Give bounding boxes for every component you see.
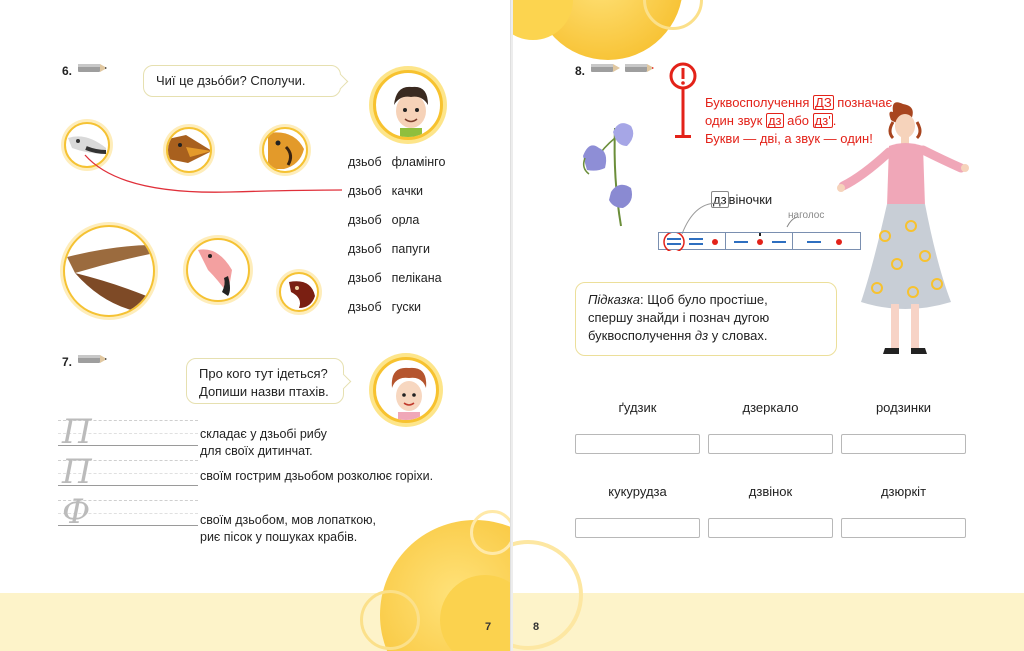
letter-combination-tag: ДЗ <box>815 95 832 110</box>
page-number: 7 <box>485 621 492 633</box>
page-number: 8 <box>533 621 540 633</box>
word-noun: дзьоб <box>348 271 382 285</box>
bellflower-icon <box>575 118 655 228</box>
scheme-cell <box>726 233 793 249</box>
cursive-letter: Ф <box>62 492 91 532</box>
answer-box[interactable] <box>841 518 966 538</box>
boy-face-icon <box>376 73 443 140</box>
word-owner: фламінго <box>391 155 446 169</box>
tip-box <box>575 282 837 356</box>
arc-mark-icon <box>676 200 726 236</box>
exercise-word: родзинки <box>875 400 932 415</box>
flamingo-beak-icon <box>188 240 250 302</box>
task-6-speech-bubble: Чиї це дзьо́би? Сполучи. <box>143 65 341 97</box>
exclamation-sign-icon <box>669 62 697 142</box>
answer-box[interactable] <box>575 518 700 538</box>
teacher-illustration-icon <box>833 96 983 362</box>
row-text-line: своїм гострим дзьобом розколює горіхи. <box>200 469 434 483</box>
task-7-number: 7. <box>62 355 73 369</box>
word-owner: качки <box>391 184 424 198</box>
pencil-icon <box>625 63 655 73</box>
stress-mark-icon <box>785 215 799 229</box>
right-footer-band <box>513 593 1024 651</box>
row-text-line: складає у дзьобі рибу <box>200 427 327 441</box>
pencil-icon <box>78 63 108 73</box>
decor-circle <box>360 590 420 650</box>
word-owner: орла <box>391 213 420 227</box>
stress-label: наголос <box>788 210 825 221</box>
example-tag: дз <box>713 192 727 207</box>
rule-text-part: або <box>783 113 813 128</box>
word-noun: дзьоб <box>348 155 382 169</box>
girl-face-icon <box>376 360 439 423</box>
word-row[interactable] <box>348 155 445 169</box>
pencil-icon <box>591 63 621 73</box>
tip-text-part: буквосполучення <box>588 328 695 343</box>
rule-text-part: . <box>832 113 837 128</box>
word-owner: папуги <box>391 242 430 256</box>
tip-text-part: : Щоб було простіше, <box>640 292 768 307</box>
answer-box[interactable] <box>708 518 833 538</box>
word-row[interactable] <box>348 300 421 314</box>
task-8-number: 8. <box>575 64 586 78</box>
connecting-line <box>80 150 350 200</box>
scheme-cell <box>659 233 726 249</box>
beak-picture-parrot[interactable] <box>279 272 319 312</box>
exercise-word: дзвінок <box>748 484 793 499</box>
parrot-beak-icon <box>281 274 319 312</box>
row-text <box>200 512 376 546</box>
boy-avatar <box>373 70 443 140</box>
word-noun: дзьоб <box>348 242 382 256</box>
rule-text-part: позначає <box>833 95 893 110</box>
example-rest: віночки <box>728 192 773 207</box>
word-owner: пелікана <box>391 271 442 285</box>
word-row[interactable] <box>348 184 423 198</box>
tip-text-part: дз <box>694 328 709 343</box>
answer-box[interactable] <box>708 434 833 454</box>
rule-text-part: один звук <box>705 113 766 128</box>
right-page <box>513 0 1024 651</box>
tip-line <box>588 327 824 345</box>
word-noun: дзьоб <box>348 213 382 227</box>
sound-tag: дз <box>767 113 782 128</box>
answer-box[interactable] <box>575 434 700 454</box>
word-row[interactable] <box>348 271 442 285</box>
girl-avatar <box>373 357 439 423</box>
cursive-letter: П <box>62 452 92 492</box>
scheme-symbols-icon <box>726 233 793 251</box>
decor-circle <box>470 510 511 555</box>
tip-line: спершу знайди і познач дугою <box>588 310 770 325</box>
tip-text-part: у словах. <box>708 328 768 343</box>
row-text-line: для своїх дитинчат. <box>200 444 313 458</box>
sound-tag: дз' <box>814 113 831 128</box>
row-text-line: своїм дзьобом, мов лопаткою, <box>200 513 377 527</box>
pelican-beak-icon <box>65 227 155 317</box>
exercise-word: ґудзик <box>618 400 657 415</box>
word-row[interactable] <box>348 213 419 227</box>
tip-line <box>588 291 824 309</box>
exercise-word: дзеркало <box>742 400 799 415</box>
bubble-line: Про кого тут ідеться? <box>199 366 328 381</box>
left-page <box>0 0 511 651</box>
rule-line: Букви — дві, а звук — один! <box>705 131 873 146</box>
word-row[interactable] <box>348 242 430 256</box>
scheme-symbols-icon <box>659 233 726 251</box>
word-noun: дзьоб <box>348 184 382 198</box>
word-owner: гуски <box>391 300 422 314</box>
row-text-line: риє пісок у пошуках крабів. <box>200 530 358 544</box>
cursive-letter: П <box>62 412 92 452</box>
sound-scheme <box>658 232 861 250</box>
row-text <box>200 468 433 485</box>
exercise-word: дзюркіт <box>880 484 927 499</box>
task-6-number: 6. <box>62 64 73 78</box>
answer-box[interactable] <box>841 434 966 454</box>
pencil-icon <box>78 354 108 364</box>
tip-label: Підказка <box>588 292 640 307</box>
task-7-speech-bubble <box>186 358 344 404</box>
exercise-word: кукурудза <box>608 484 667 499</box>
rule-text-part: Буквосполучення <box>705 95 814 110</box>
bubble-line: Допиши назви птахів. <box>199 384 329 399</box>
row-text <box>200 426 327 460</box>
beak-picture-pelican[interactable] <box>63 225 155 317</box>
word-noun: дзьоб <box>348 300 382 314</box>
beak-picture-flamingo[interactable] <box>186 238 250 302</box>
